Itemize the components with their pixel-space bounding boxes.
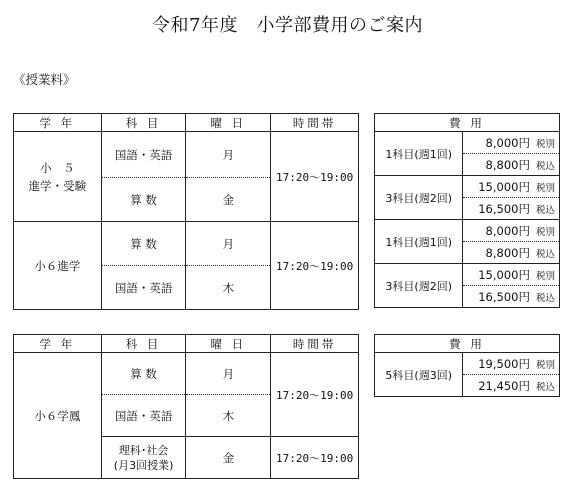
- tax-label: 税込: [535, 204, 555, 216]
- fee-amount: 15,000円: [478, 179, 530, 194]
- fee-amount: 8,800円: [485, 245, 530, 260]
- fee-price-row: [463, 154, 560, 176]
- tax-label: 税別: [535, 138, 555, 150]
- fee-label: 3科目(週2回): [375, 176, 463, 220]
- fee-table-2: [374, 334, 560, 397]
- fee-price-row: [463, 264, 560, 286]
- header-day: 曜 日: [186, 114, 271, 132]
- time-cell: 17:20～19:00: [271, 222, 359, 310]
- fee-price-row: [463, 132, 560, 154]
- fee-amount: 16,500円: [478, 289, 530, 304]
- tax-label: 税込: [535, 381, 555, 393]
- fee-price-row: [463, 198, 560, 220]
- subject-cell: [101, 437, 186, 479]
- fee-price-row: [463, 176, 560, 198]
- subject-cell: 国語・英語: [101, 132, 186, 178]
- header-grade: 学 年: [14, 335, 102, 353]
- page-title: 令和7年度 小学部費用のご案内: [152, 15, 423, 36]
- grade-cell-sho5: [14, 132, 102, 222]
- tax-label: 税込: [535, 160, 555, 172]
- fee-amount: 8,000円: [485, 135, 530, 150]
- fee-label: 3科目(週2回): [375, 264, 463, 308]
- tax-label: 税込: [535, 292, 555, 304]
- time-cell: 17:20～19:00: [271, 437, 359, 479]
- grade-cell-sho6: 小６進学: [14, 222, 102, 310]
- subject-cell: 算 数: [101, 222, 186, 266]
- fee-price-row: [463, 353, 560, 375]
- fee-table-1: [374, 113, 560, 308]
- day-cell: 木: [186, 395, 271, 437]
- header-subject: 科 目: [101, 335, 186, 353]
- header-time: 時間帯: [271, 114, 359, 132]
- tax-label: 税別: [535, 182, 555, 194]
- day-cell: 金: [186, 178, 271, 222]
- tax-label: 税別: [535, 226, 555, 238]
- grade-cell-gakuho: 小６学鳳: [14, 353, 102, 479]
- header-fee: 費 用: [375, 335, 560, 353]
- day-cell: 月: [186, 132, 271, 178]
- header-day: 曜 日: [186, 335, 271, 353]
- subject-cell: 算 数: [101, 178, 186, 222]
- subject-line2: (月3回授業): [113, 458, 174, 472]
- tax-label: 税別: [535, 359, 555, 371]
- schedule-table-2: [13, 334, 359, 479]
- schedule-table-1: [13, 113, 359, 310]
- header-time: 時間帯: [271, 335, 359, 353]
- day-cell: 月: [186, 222, 271, 266]
- header-subject: 科 目: [101, 114, 186, 132]
- fee-amount: 15,000円: [478, 267, 530, 282]
- day-cell: 金: [186, 437, 271, 479]
- subject-cell: 国語・英語: [101, 266, 186, 310]
- fee-price-row: [463, 220, 560, 242]
- fee-price-row: [463, 375, 560, 397]
- tax-label: 税別: [535, 270, 555, 282]
- fee-label: 1科目(週1回): [375, 220, 463, 264]
- fee-amount: 8,800円: [485, 157, 530, 172]
- subject-cell: 国語・英語: [101, 395, 186, 437]
- day-cell: 月: [186, 353, 271, 395]
- fee-amount: 19,500円: [478, 356, 530, 371]
- grade-sho5-line1: 小 ５: [40, 160, 75, 175]
- fee-label: 5科目(週3回): [375, 353, 463, 397]
- fee-amount: 8,000円: [485, 223, 530, 238]
- header-grade: 学 年: [14, 114, 102, 132]
- time-cell: 17:20～19:00: [271, 353, 359, 437]
- fee-price-row: [463, 286, 560, 308]
- section-heading: 《授業料》: [13, 72, 76, 87]
- fee-amount: 21,450円: [478, 378, 530, 393]
- header-fee: 費 用: [375, 114, 560, 132]
- subject-cell: 算 数: [101, 353, 186, 395]
- time-cell: 17:20～19:00: [271, 132, 359, 222]
- tax-label: 税込: [535, 248, 555, 260]
- grade-sho5-line2: 進学・受験: [28, 178, 87, 193]
- fee-price-row: [463, 242, 560, 264]
- day-cell: 木: [186, 266, 271, 310]
- subject-line1: 理科･社会: [118, 443, 169, 457]
- fee-label: 1科目(週1回): [375, 132, 463, 176]
- fee-amount: 16,500円: [478, 201, 530, 216]
